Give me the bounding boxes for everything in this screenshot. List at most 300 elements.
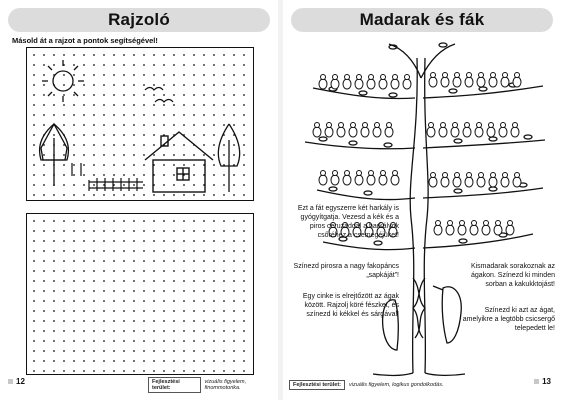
grid-dot [203, 260, 205, 262]
grid-dot [173, 340, 175, 342]
grid-dot [223, 94, 225, 96]
grid-dot [213, 220, 215, 222]
grid-dot [233, 290, 235, 292]
task-text-4: Kismadarak sorakoznak az ágakon. Színezd ki minden sorban a kakukktojást! [470, 263, 555, 288]
grid-dot [113, 270, 115, 272]
grid-dot [243, 194, 245, 196]
grid-dot [53, 290, 55, 292]
grid-dot [223, 240, 225, 242]
grid-dot [193, 260, 195, 262]
grid-dot [133, 250, 135, 252]
bird-head [465, 123, 470, 128]
grid-dot [143, 240, 145, 242]
grid-dot [143, 260, 145, 262]
grid-dot [103, 154, 105, 156]
grid-dot [113, 320, 115, 322]
grid-dot [233, 194, 235, 196]
bird-figure [331, 79, 339, 89]
grid-dot [143, 330, 145, 332]
grid-dot [163, 330, 165, 332]
grid-dot [243, 94, 245, 96]
grid-dot [63, 84, 65, 86]
instruction-text: Másold át a rajzot a pontok segítségével! [12, 36, 158, 45]
grid-dot [143, 174, 145, 176]
grid-dot [233, 270, 235, 272]
bird-figure [513, 177, 521, 187]
leaf-shape [384, 143, 392, 147]
grid-dot [223, 250, 225, 252]
grid-dot [193, 350, 195, 352]
sun-drawing [42, 60, 84, 102]
grid-dot [43, 104, 45, 106]
grid-dot [213, 340, 215, 342]
grid-dot [213, 164, 215, 166]
grid-dot [33, 220, 35, 222]
bird-figure [367, 79, 375, 89]
grid-dot [233, 300, 235, 302]
grid-dot [83, 300, 85, 302]
grid-dot [73, 320, 75, 322]
grid-dot [53, 94, 55, 96]
grid-dot [213, 54, 215, 56]
bird-figure [470, 225, 478, 235]
grid-dot [203, 240, 205, 242]
grid-dot [103, 144, 105, 146]
grid-dot [233, 64, 235, 66]
grid-dot [213, 280, 215, 282]
grid-dot [183, 144, 185, 146]
grid-dot [163, 310, 165, 312]
grid-dot [203, 280, 205, 282]
grid-dot [53, 340, 55, 342]
grid-dot [183, 54, 185, 56]
bird-figure [319, 79, 327, 89]
bird-figure [487, 127, 495, 137]
fence-drawing [72, 163, 143, 191]
grid-dot [93, 230, 95, 232]
bird-head [489, 123, 494, 128]
grid-dot [123, 124, 125, 126]
grid-dot [233, 330, 235, 332]
grid-dot [153, 260, 155, 262]
bird-head [339, 123, 344, 128]
grid-dot [73, 114, 75, 116]
grid-dot [103, 104, 105, 106]
grid-dot [153, 104, 155, 106]
task-text-3: Egy cinke is elrejtőzött az ágak között. Rajzolj köré fészket, és színezd ki kékkel és sárgával! [302, 293, 399, 318]
grid-dot [33, 154, 35, 156]
bird-head [387, 123, 392, 128]
bird-figure [453, 77, 461, 87]
grid-dot [243, 114, 245, 116]
grid-dot [53, 54, 55, 56]
grid-dot [103, 114, 105, 116]
grid-dot [193, 154, 195, 156]
grid-dot [213, 270, 215, 272]
grid-dot [103, 240, 105, 242]
grid-dot [233, 114, 235, 116]
bird-figure [391, 79, 399, 89]
grid-dot [183, 114, 185, 116]
grid-dot [183, 250, 185, 252]
grid-dot [223, 290, 225, 292]
grid-dot [43, 260, 45, 262]
grid-dot [213, 350, 215, 352]
grid-dot [203, 300, 205, 302]
grid-dot [173, 84, 175, 86]
grid-dot [103, 94, 105, 96]
grid-dot [63, 174, 65, 176]
grid-dot [173, 64, 175, 66]
grid-dot [193, 300, 195, 302]
grid-dot [53, 250, 55, 252]
model-drawing-grid [26, 47, 254, 201]
footer [289, 378, 443, 392]
grid-dot [43, 54, 45, 56]
grid-dot [93, 194, 95, 196]
grid-dot [173, 194, 175, 196]
grid-dot [33, 194, 35, 196]
bird-figure [506, 225, 514, 235]
leaf-shape [389, 93, 397, 97]
grid-dot [33, 300, 35, 302]
grid-dot [103, 290, 105, 292]
grid-dot [133, 290, 135, 292]
bird-figure [427, 127, 435, 137]
grid-dot [193, 134, 195, 136]
grid-dot [183, 104, 185, 106]
grid-dot [243, 174, 245, 176]
grid-dot [173, 144, 175, 146]
grid-dot [43, 290, 45, 292]
grid-dot [193, 54, 195, 56]
grid-dot [43, 174, 45, 176]
bird-figure [463, 127, 471, 137]
grid-dot [223, 194, 225, 196]
grid-dot [113, 300, 115, 302]
grid-dot [103, 174, 105, 176]
grid-dot [73, 220, 75, 222]
grid-dot [173, 370, 175, 372]
grid-dot [83, 154, 85, 156]
grid-dot [203, 94, 205, 96]
grid-dot [233, 144, 235, 146]
grid-dot [153, 280, 155, 282]
grid-dot [223, 114, 225, 116]
grid-dot [123, 330, 125, 332]
grid-dot [243, 54, 245, 56]
grid-dot [163, 184, 165, 186]
grid-dot [223, 64, 225, 66]
grid-dot [143, 320, 145, 322]
grid-dot [113, 260, 115, 262]
grid-dot [203, 114, 205, 116]
bird-head [393, 171, 398, 176]
bird-head [479, 73, 484, 78]
grid-dot [143, 124, 145, 126]
grid-dot [203, 54, 205, 56]
bird-head [327, 123, 332, 128]
grid-dot [163, 340, 165, 342]
grid-dot [143, 310, 145, 312]
grid-dot [123, 144, 125, 146]
grid-dot [93, 74, 95, 76]
grid-dot [133, 64, 135, 66]
grid-dot [143, 164, 145, 166]
grid-dot [33, 360, 35, 362]
grid-dot [103, 340, 105, 342]
grid-dot [43, 320, 45, 322]
grid-dot [233, 320, 235, 322]
bird-head [453, 123, 458, 128]
grid-dot [113, 124, 115, 126]
bird-head [448, 221, 453, 226]
grid-dot [133, 164, 135, 166]
grid-dot [193, 240, 195, 242]
grid-dot [73, 164, 75, 166]
grid-dot [243, 240, 245, 242]
grid-dot [123, 104, 125, 106]
grid-dot [53, 240, 55, 242]
grid-dot [93, 310, 95, 312]
grid-dot [163, 370, 165, 372]
grid-dot [123, 300, 125, 302]
grid-dot [93, 174, 95, 176]
grid-dot [103, 134, 105, 136]
leaf-shape [349, 141, 357, 145]
grid-dot [143, 220, 145, 222]
grid-dot [33, 270, 35, 272]
leaf-shape [359, 91, 367, 95]
grid-dot [73, 330, 75, 332]
grid-dot [163, 350, 165, 352]
grid-dot [203, 320, 205, 322]
grid-dot [133, 310, 135, 312]
grid-dot [53, 64, 55, 66]
grid-dot [193, 124, 195, 126]
grid-dot [113, 174, 115, 176]
bird-figure [331, 175, 339, 185]
grid-dot [93, 330, 95, 332]
grid-dot [43, 350, 45, 352]
bird-figure [385, 127, 393, 137]
grid-dot [43, 230, 45, 232]
grid-dot [203, 350, 205, 352]
grid-dot [233, 184, 235, 186]
grid-dot [33, 280, 35, 282]
grid-dot [203, 220, 205, 222]
left-page [0, 0, 278, 400]
grid-dot [113, 134, 115, 136]
grid-dot [83, 84, 85, 86]
grid-dot [53, 330, 55, 332]
grid-dot [83, 310, 85, 312]
grid-dot [133, 280, 135, 282]
grid-dot [153, 154, 155, 156]
grid-dot [83, 114, 85, 116]
grid-dot [53, 360, 55, 362]
bird-head [315, 123, 320, 128]
leaf-shape [439, 43, 447, 47]
grid-dot [43, 270, 45, 272]
grid-dot [173, 154, 175, 156]
grid-dot [33, 320, 35, 322]
leaf-shape [524, 135, 532, 139]
grid-dot [133, 184, 135, 186]
grid-dot [63, 240, 65, 242]
grid-dot [223, 104, 225, 106]
leaf-shape [489, 137, 497, 141]
grid-dot [103, 260, 105, 262]
bird-figure [446, 225, 454, 235]
grid-dot [83, 230, 85, 232]
grid-dot [133, 94, 135, 96]
grid-dot [183, 94, 185, 96]
grid-dot [43, 94, 45, 96]
grid-dot [193, 84, 195, 86]
bird-head [496, 221, 501, 226]
bird-figure [501, 77, 509, 87]
grid-dot [43, 370, 45, 372]
bird-head [508, 221, 513, 226]
grid-dot [173, 310, 175, 312]
grid-dot [223, 260, 225, 262]
grid-dot [213, 134, 215, 136]
grid-dot [83, 94, 85, 96]
empty-drawing-grid[interactable] [26, 213, 254, 375]
grid-dot [183, 300, 185, 302]
bird-figure [458, 225, 466, 235]
grid-dot [243, 124, 245, 126]
grid-dot [233, 74, 235, 76]
grid-dot [233, 260, 235, 262]
grid-dot [243, 134, 245, 136]
grid-dot [183, 64, 185, 66]
grid-dot [33, 64, 35, 66]
grid-dot [243, 360, 245, 362]
grid-dot [113, 144, 115, 146]
bird-head [431, 73, 436, 78]
grid-dot [223, 230, 225, 232]
bird-figure [367, 175, 375, 185]
grid-dot [33, 350, 35, 352]
bird-figure [434, 225, 442, 235]
grid-dot [63, 164, 65, 166]
grid-dot [213, 84, 215, 86]
grid-dot [143, 370, 145, 372]
bird-head [491, 73, 496, 78]
grid-dot [63, 300, 65, 302]
grid-dot [133, 124, 135, 126]
grid-dot [33, 184, 35, 186]
grid-dot [193, 250, 195, 252]
grid-dot [53, 300, 55, 302]
grid-dot [163, 250, 165, 252]
grid-dot [103, 370, 105, 372]
grid-dot [183, 164, 185, 166]
grid-dot [73, 250, 75, 252]
grid-dot [93, 320, 95, 322]
grid-dot [223, 280, 225, 282]
grid-dot [63, 94, 65, 96]
grid-dot [73, 370, 75, 372]
bird-head [345, 75, 350, 80]
grid-dot [223, 320, 225, 322]
grid-dot [173, 270, 175, 272]
grid-dot [43, 360, 45, 362]
grid-dot [113, 240, 115, 242]
grid-dot [33, 164, 35, 166]
grid-dot [83, 104, 85, 106]
grid-dot [133, 230, 135, 232]
grid-dot [113, 54, 115, 56]
grid-dot [183, 350, 185, 352]
bird-figure [319, 175, 327, 185]
grid-dot [53, 270, 55, 272]
footer-desc: vizuális figyelem, logikus gondolkodás. [349, 382, 444, 388]
grid-dot [193, 74, 195, 76]
grid-dot [123, 320, 125, 322]
grid-dot [163, 164, 165, 166]
grid-dot [233, 360, 235, 362]
grid-dot [143, 194, 145, 196]
leaf-shape [329, 187, 337, 191]
grid-dot [163, 104, 165, 106]
leaf-shape [459, 239, 467, 243]
grid-dot [33, 84, 35, 86]
bird-figure [355, 79, 363, 89]
grid-dot [43, 240, 45, 242]
grid-dot [33, 370, 35, 372]
grid-dot [203, 134, 205, 136]
grid-dot [153, 114, 155, 116]
bird-head [441, 123, 446, 128]
grid-dot [153, 270, 155, 272]
grid-dot [163, 94, 165, 96]
grid-dot [83, 54, 85, 56]
grid-dot [173, 350, 175, 352]
grid-dot [103, 64, 105, 66]
grid-dot [113, 370, 115, 372]
grid-dot [63, 320, 65, 322]
grid-dot [143, 154, 145, 156]
grid-dot [223, 370, 225, 372]
grid-dot [73, 350, 75, 352]
grid-dot [203, 144, 205, 146]
grid-dot [53, 104, 55, 106]
bird-figure [494, 225, 502, 235]
grid-dot [243, 280, 245, 282]
grid-dot [213, 184, 215, 186]
page-marker-square [534, 379, 539, 384]
bird-figure [477, 177, 485, 187]
grid-dot [133, 340, 135, 342]
grid-dot [183, 124, 185, 126]
grid-dot [183, 320, 185, 322]
grid-dot [73, 94, 75, 96]
grid-dot [73, 84, 75, 86]
grid-dot [103, 220, 105, 222]
grid-dot [113, 114, 115, 116]
grid-dot [83, 320, 85, 322]
grid-dot [233, 124, 235, 126]
grid-dot [43, 164, 45, 166]
grid-dot [123, 350, 125, 352]
grid-dot [203, 74, 205, 76]
bird-head [472, 221, 477, 226]
grid-dot [63, 360, 65, 362]
grid-dot [233, 370, 235, 372]
